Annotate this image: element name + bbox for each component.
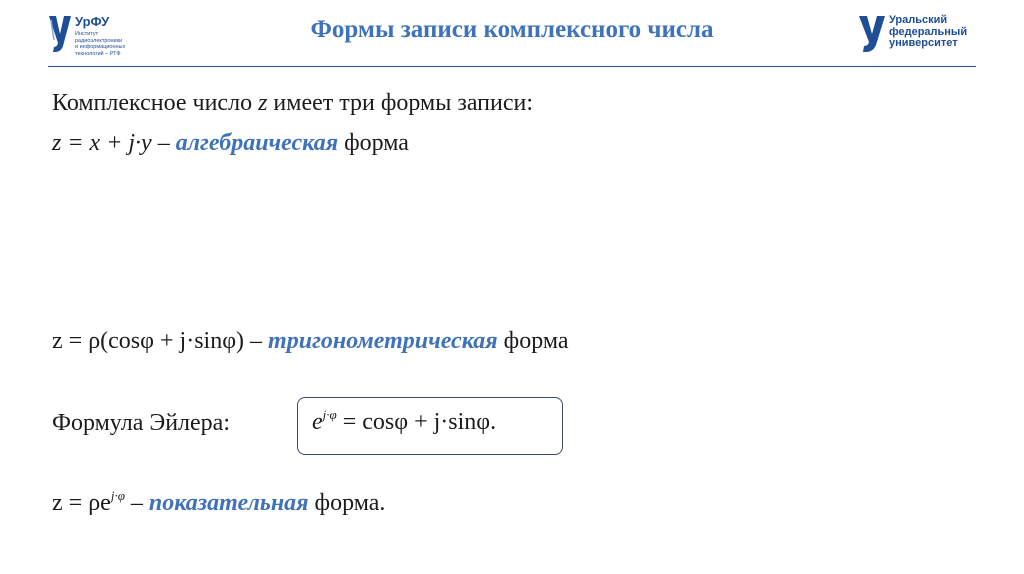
euler-formula-box <box>297 397 563 455</box>
header-divider <box>48 66 976 67</box>
intro-line <box>52 90 533 117</box>
intro-text-start: Комплексное число <box>52 90 259 116</box>
urfu-emblem-icon <box>858 15 886 53</box>
euler-formula <box>312 409 496 436</box>
university-name-line: университет <box>889 37 958 49</box>
university-name <box>889 15 967 50</box>
exponential-dash: – <box>124 490 149 516</box>
exponential-term: показательная <box>148 490 309 516</box>
algebraic-term: алгебраическая <box>175 130 339 156</box>
slide-header <box>0 0 1024 70</box>
trigonometric-formula: z = ρ(cosφ + j·sinφ) <box>52 328 245 354</box>
trigonometric-word: форма <box>497 328 569 354</box>
euler-exponent: j·φ <box>322 407 337 422</box>
algebraic-word: форма <box>338 130 409 156</box>
urfu-university-logo <box>858 13 968 55</box>
euler-base: e <box>312 409 323 435</box>
logo-subtitle-line: технологий – РТФ <box>75 50 121 57</box>
logo-name: УрФУ <box>75 14 110 29</box>
university-name-line: федеральный <box>889 25 968 38</box>
algebraic-dash: – <box>151 130 176 156</box>
trigonometric-dash: – <box>244 328 269 354</box>
euler-rhs: = cosφ + j·sinφ. <box>336 409 497 435</box>
exponential-formula: z = ρe <box>52 490 111 516</box>
logo-subtitle-line: Институт <box>75 31 99 37</box>
university-name-line: Уральский <box>889 14 948 26</box>
slide-title: Формы записи комплексного числа <box>310 16 714 43</box>
trigonometric-form-line <box>52 328 569 355</box>
euler-label: Формула Эйлера: <box>52 410 230 436</box>
logo-subtitle-line: и информационных <box>75 44 126 50</box>
algebraic-formula: z = x + j·y <box>52 130 152 156</box>
exponential-exponent: j·φ <box>110 488 125 503</box>
trigonometric-term: тригонометрическая <box>268 328 498 354</box>
logo-subtitle-line: радиоэлектроники <box>75 37 123 44</box>
algebraic-form-line <box>52 130 409 157</box>
exponential-form-line <box>52 490 385 517</box>
intro-variable: z <box>258 90 268 116</box>
exponential-word: форма. <box>308 490 386 516</box>
intro-text-end: имеет три формы записи: <box>267 90 534 116</box>
